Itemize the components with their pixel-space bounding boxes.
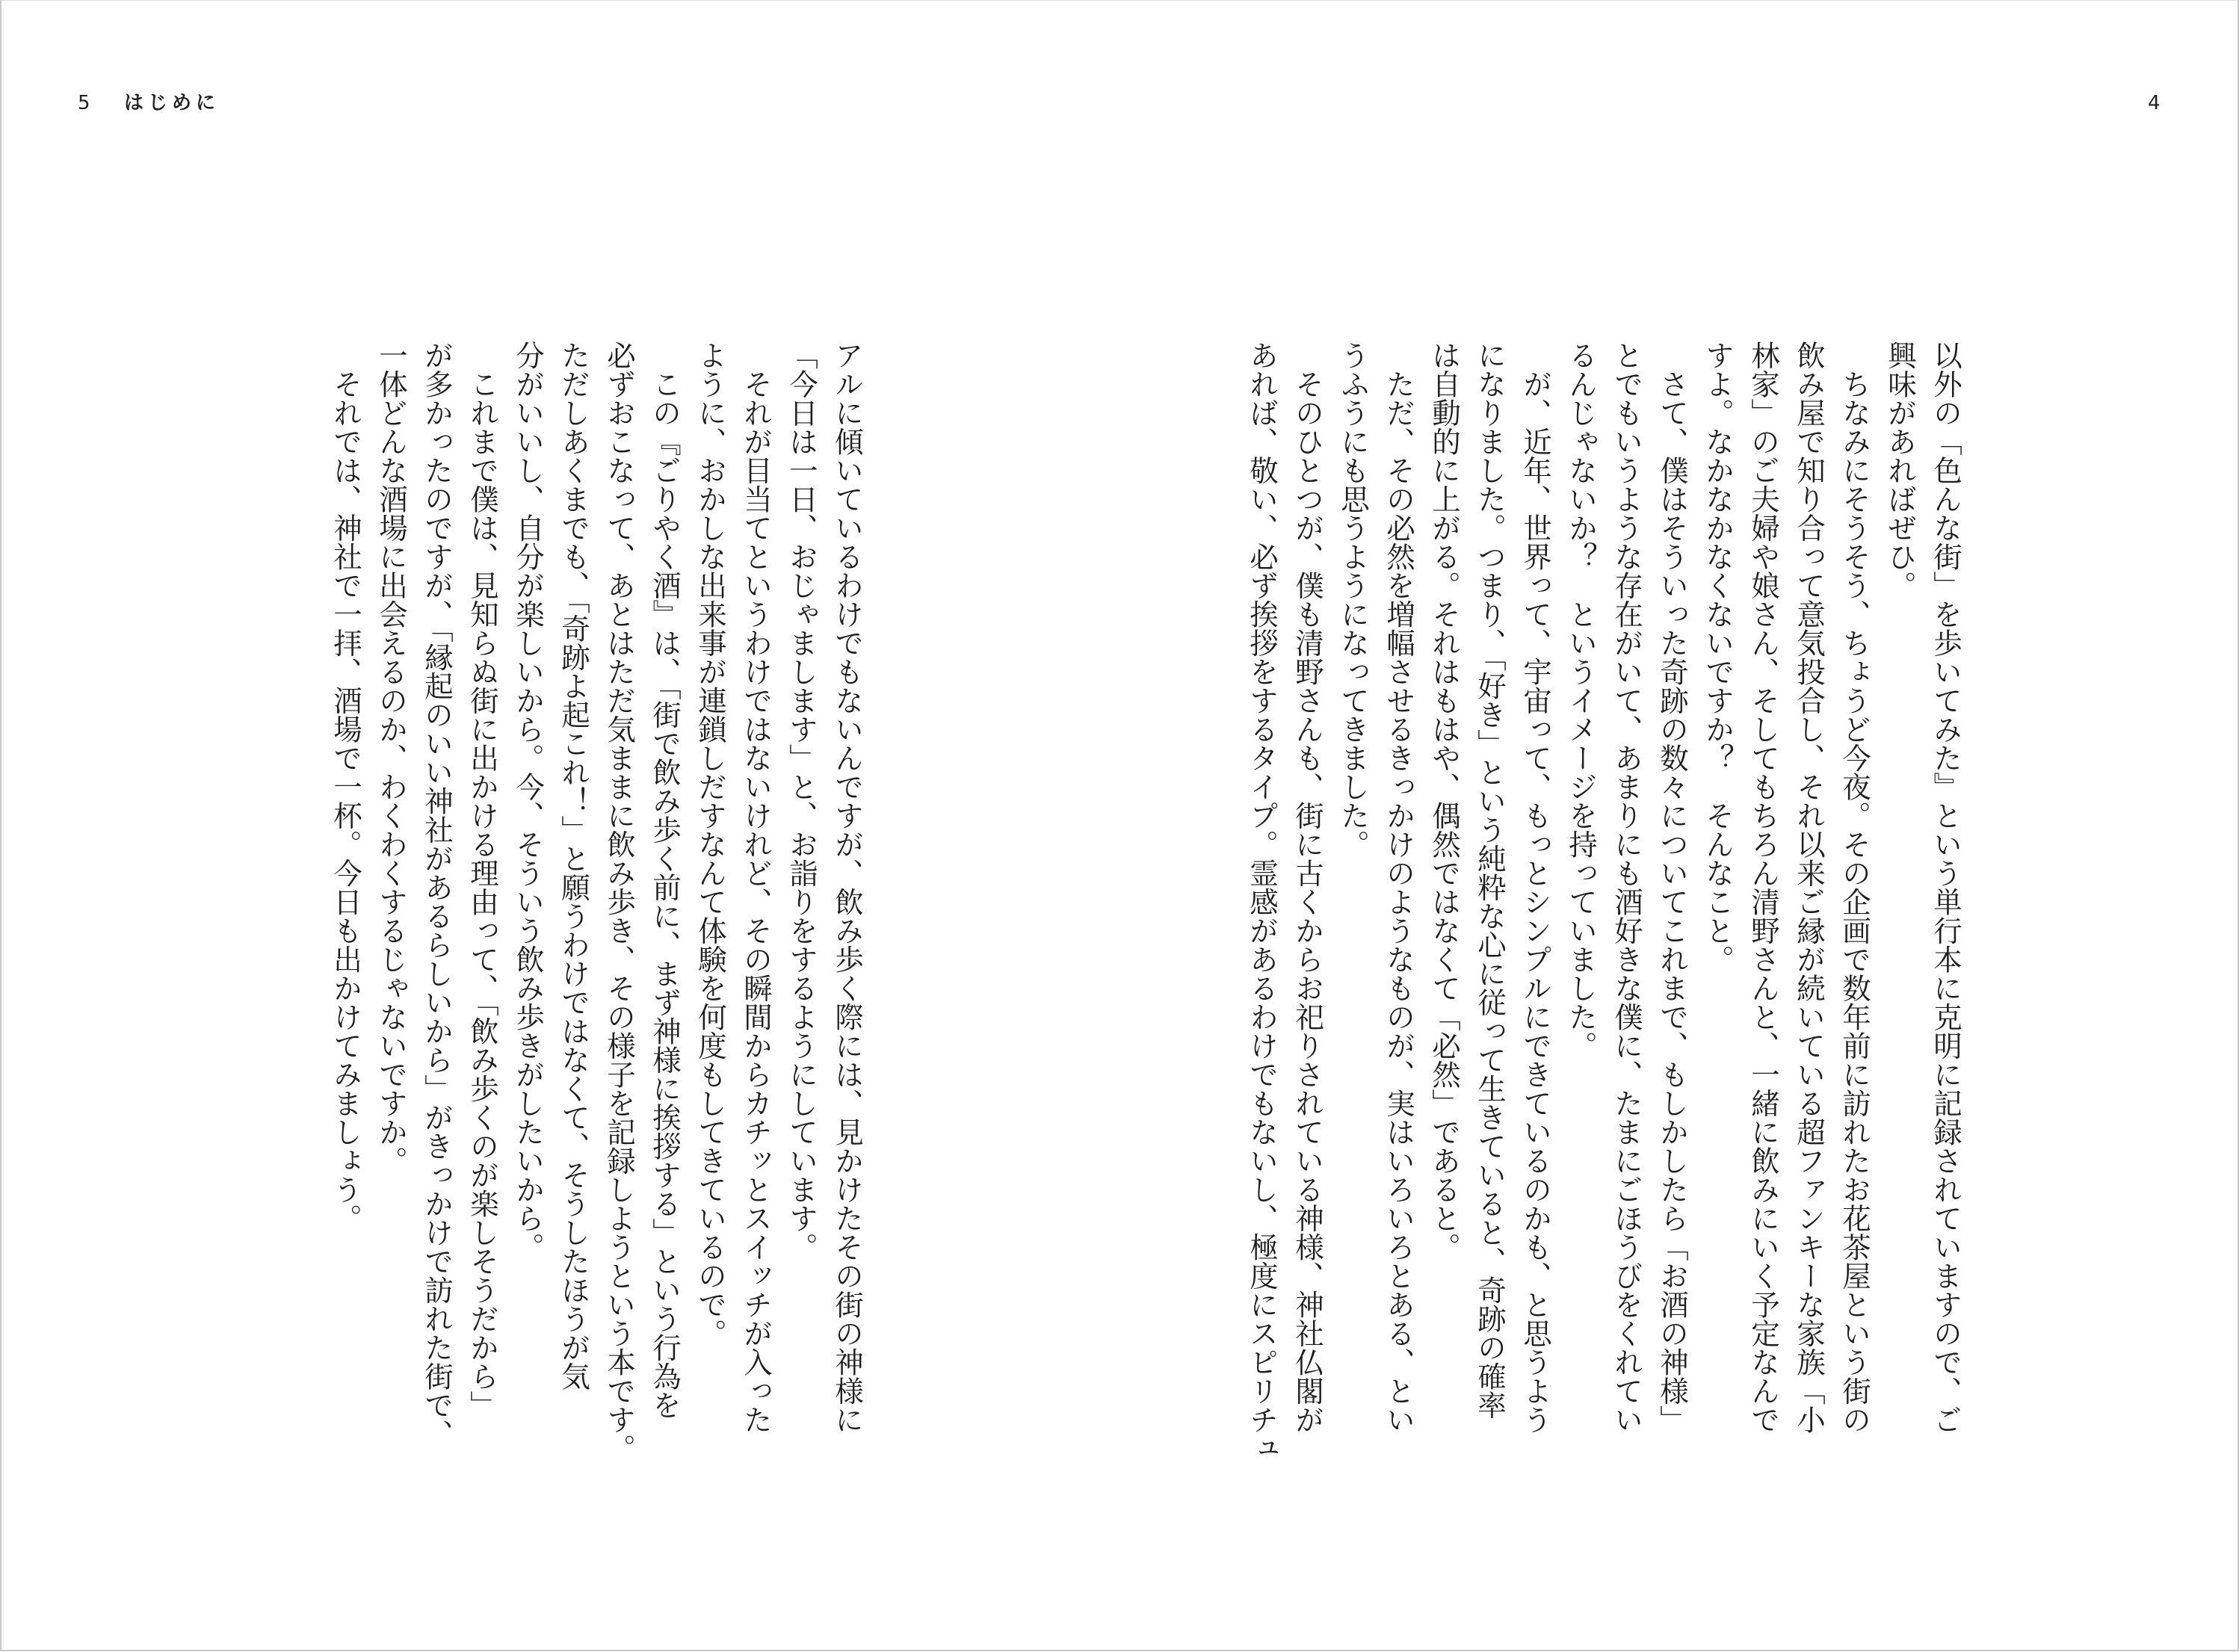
text-line: 一体どんな酒場に出会えるのか、わくわくするじゃないですか。 — [374, 341, 408, 1175]
text-line: ただ、その必然を増幅させるきっかけのようなものが、実はいろいろとある、とい — [1382, 341, 1415, 1434]
text-line: 必ずおこなって、あとはただ気ままに飲み歩き、その様子を記録しようという本です。 — [602, 341, 636, 1463]
text-line: あれば、敬い、必ず挨拶をするタイプ。霊感があるわけでもないし、極度にスピリチュ — [1245, 341, 1279, 1463]
text-line: それが目当てというわけではないけれど、その瞬間からカチッとスイッチが入った — [739, 341, 773, 1434]
running-title: はじめに — [124, 92, 220, 114]
text-line: これまで僕は、見知らぬ街に出かける理由って、「飲み歩くのが楽しそうだから」 — [466, 341, 499, 1420]
text-line: が、近年、世界って、宇宙って、もっとシンプルにできているのかも、と思うよう — [1519, 341, 1552, 1434]
text-line: うふうにも思うようになってきました。 — [1336, 341, 1370, 859]
text-line: アルに傾いているわけでもないんですが、飲み歩く際には、見かけたその街の神様に — [830, 341, 864, 1434]
text-line: ただしあくまでも、「奇跡よ起これ！」と願うわけではなくて、そうしたほうが気 — [557, 341, 590, 1391]
text-line: 興味があればぜひ。 — [1883, 341, 1917, 600]
text-line: 以外の「色んな街」を歩いてみた』という単行本に克明に記録されていますので、ご — [1929, 341, 1962, 1434]
text-line: 分がいいし、自分が楽しいから。今、そういう飲み歩きがしたいから。 — [511, 341, 545, 1261]
text-line: 「今日は一日、おじゃまします」と、お詣りをするようにしています。 — [785, 341, 818, 1261]
text-line: それでは、神社で一拝、酒場で一杯。今日も出かけてみましょう。 — [329, 341, 362, 1233]
text-line: 林家」のご夫婦や娘さん、そしてもちろん清野さんと、一緒に飲みにいく予定なんで — [1747, 341, 1780, 1434]
text-line: そのひとつが、僕も清野さんも、街に古くからお祀りされている神様、神社仏閣が — [1291, 341, 1324, 1434]
text-line: になりました。つまり、「好き」という純粋な心に従って生きていると、奇跡の確率 — [1473, 341, 1507, 1420]
text-line: るんじゃないか？ というイメージを持っていました。 — [1564, 341, 1598, 1060]
text-line: すよ。なかなかなくないですか？ そんなこと。 — [1701, 341, 1735, 974]
text-line: ちなみにそうそう、ちょうど今夜。その企画で数年前に訪れたお花茶屋という街の — [1838, 341, 1871, 1434]
text-line: が多かったのですが、「縁起のいい神社があるらしいから」がきっかけで訪れた街で、 — [420, 341, 454, 1449]
text-line: は自動的に上がる。それはもはや、偶然ではなくて「必然」であると。 — [1427, 341, 1461, 1261]
right-page-body-text — [1236, 341, 1968, 1463]
left-page-body-text — [321, 341, 870, 1463]
text-line: この『ごりやく酒』は、「街で飲み歩く前に、まず神様に挨拶する」という行為を — [648, 341, 682, 1420]
text-line: さて、僕はそういった奇跡の数々についてこれまで、もしかしたら「お酒の神様」 — [1655, 341, 1689, 1434]
text-line: ように、おかしな出来事が連鎖しだすなんて体験を何度もしてきているので。 — [694, 341, 727, 1348]
text-line: とでもいうような存在がいて、あまりにも酒好きな僕に、たまにごほうびをくれてい — [1610, 341, 1643, 1434]
left-page-number: 5 — [78, 92, 90, 114]
right-page-number: 4 — [2148, 92, 2161, 114]
text-line: 飲み屋で知り合って意気投合し、それ以来ご縁が続いている超ファンキーな家族「小 — [1792, 341, 1826, 1434]
